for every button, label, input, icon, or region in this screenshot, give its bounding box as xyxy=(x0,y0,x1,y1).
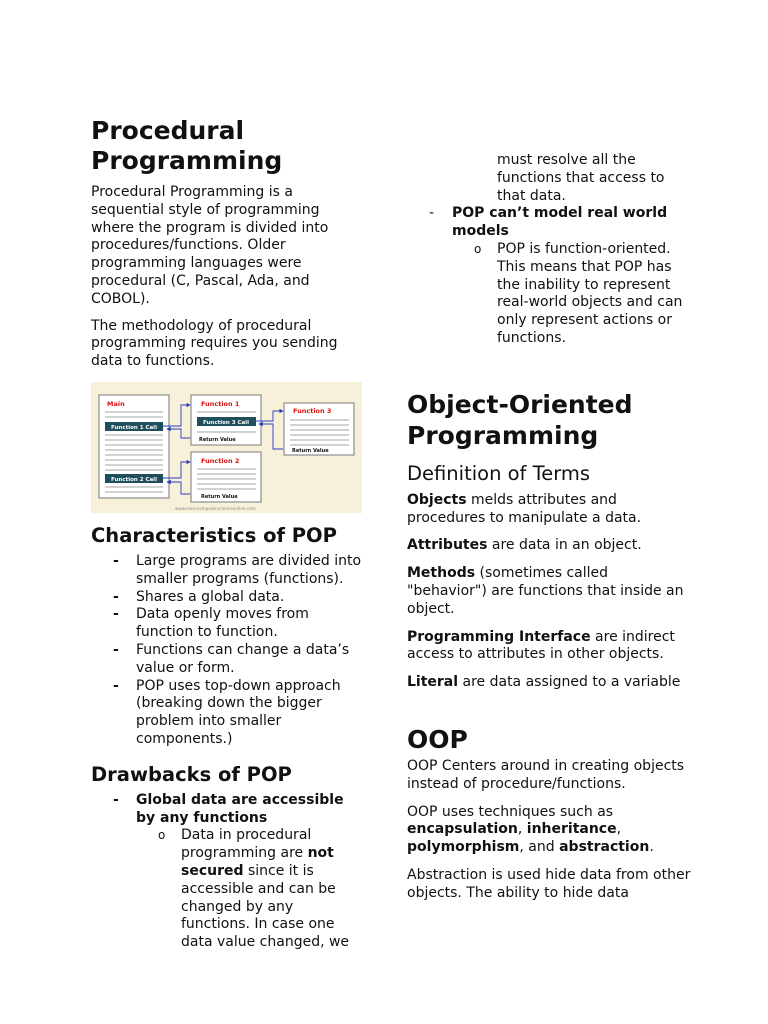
diagram-f3-label: Function 3 xyxy=(293,406,332,415)
diagram-site-label: www.learncomputerscienceonline.com xyxy=(175,505,256,511)
oop-heading: Object-Oriented Programming xyxy=(407,389,633,450)
characteristics-list xyxy=(91,553,366,749)
list-item: - POP can’t model real world models xyxy=(429,205,668,240)
term-interface: Programming Interface are indirect access to attributes in other objects. xyxy=(407,628,675,663)
procedural-diagram-svg xyxy=(91,382,362,513)
diagram-main-label: Main xyxy=(107,399,125,408)
list-item: - Global data are accessible by any functions xyxy=(113,791,344,826)
diagram-rv1-label: Return Value xyxy=(199,436,236,443)
diagram-call2-label: Function 2 Call xyxy=(111,476,157,483)
list-item: - Shares a global data. xyxy=(113,588,285,605)
oop-paragraph-1: OOP Centers around in creating objects instead of procedure/functions. xyxy=(407,757,685,792)
intro-paragraph-2: The methodology of procedural programming requires you sending data to functions. xyxy=(91,317,338,370)
diagram-rv2-label: Return Value xyxy=(201,493,238,500)
term-literal: Literal are data assigned to a variable xyxy=(407,674,681,691)
characteristics-heading: Characteristics of POP xyxy=(91,523,337,547)
page-title: Procedural Programming xyxy=(91,116,283,175)
term-objects: Objects melds attributes and procedures to manipulate a data. xyxy=(407,491,642,526)
drawbacks-heading: Drawbacks of POP xyxy=(91,762,292,786)
list-item: - POP uses top-down approach (breaking down the bigger problem into smaller components.) xyxy=(113,677,341,747)
oop-paragraph-3: Abstraction is used hide data from other objects. The ability to hide data xyxy=(407,866,691,901)
term-methods: Methods (sometimes called "behavior") are functions that inside an object. xyxy=(407,565,684,617)
diagram-f2-label: Function 2 xyxy=(201,456,240,465)
procedural-diagram xyxy=(91,382,362,513)
list-item: - Functions can change a data’s value or form. xyxy=(113,641,350,676)
diagram-f1-label: Function 1 xyxy=(201,399,240,408)
diagram-call1-label: Function 1 Call xyxy=(111,424,157,431)
right-column xyxy=(407,152,692,903)
left-column xyxy=(91,116,366,952)
oop-paragraph-2: OOP uses techniques such as encapsulation, inheritance, polymorphism, and abstraction. xyxy=(407,803,654,856)
sub-list-item: o POP is function-oriented. This means that POP has the inability to represent real-world objects and can only represent actions or functions. xyxy=(474,240,683,346)
list-item: - Large programs are divided into smaller programs (functions). xyxy=(113,552,362,587)
sub-list-item: o Data in procedural programming are not secured since it is accessible and can be changed by any functions. In case one data value changed, we xyxy=(91,827,366,952)
drawbacks-list xyxy=(91,792,366,952)
diagram-call3-label: Function 3 Call xyxy=(203,419,249,426)
continued-text: must resolve all the functions that access to that data. xyxy=(497,152,665,204)
sub-item-text: Data in procedural programming are not secured since it is accessible and can be changed by any functions. In case one data value changed, we xyxy=(181,827,350,951)
oop-section-heading: OOP xyxy=(407,724,468,754)
diagram-rv3-label: Return Value xyxy=(292,447,329,454)
term-attributes: Attributes are data in an object. xyxy=(407,537,642,554)
list-item: - Data openly moves from function to function. xyxy=(113,606,309,641)
intro-paragraph-1: Procedural Programming is a sequential style of programming where the program is divided into procedures/functions. Older programming languages were procedural (C, Pascal, Ada, and COBOL). xyxy=(91,184,329,307)
definition-heading: Definition of Terms xyxy=(407,461,591,485)
